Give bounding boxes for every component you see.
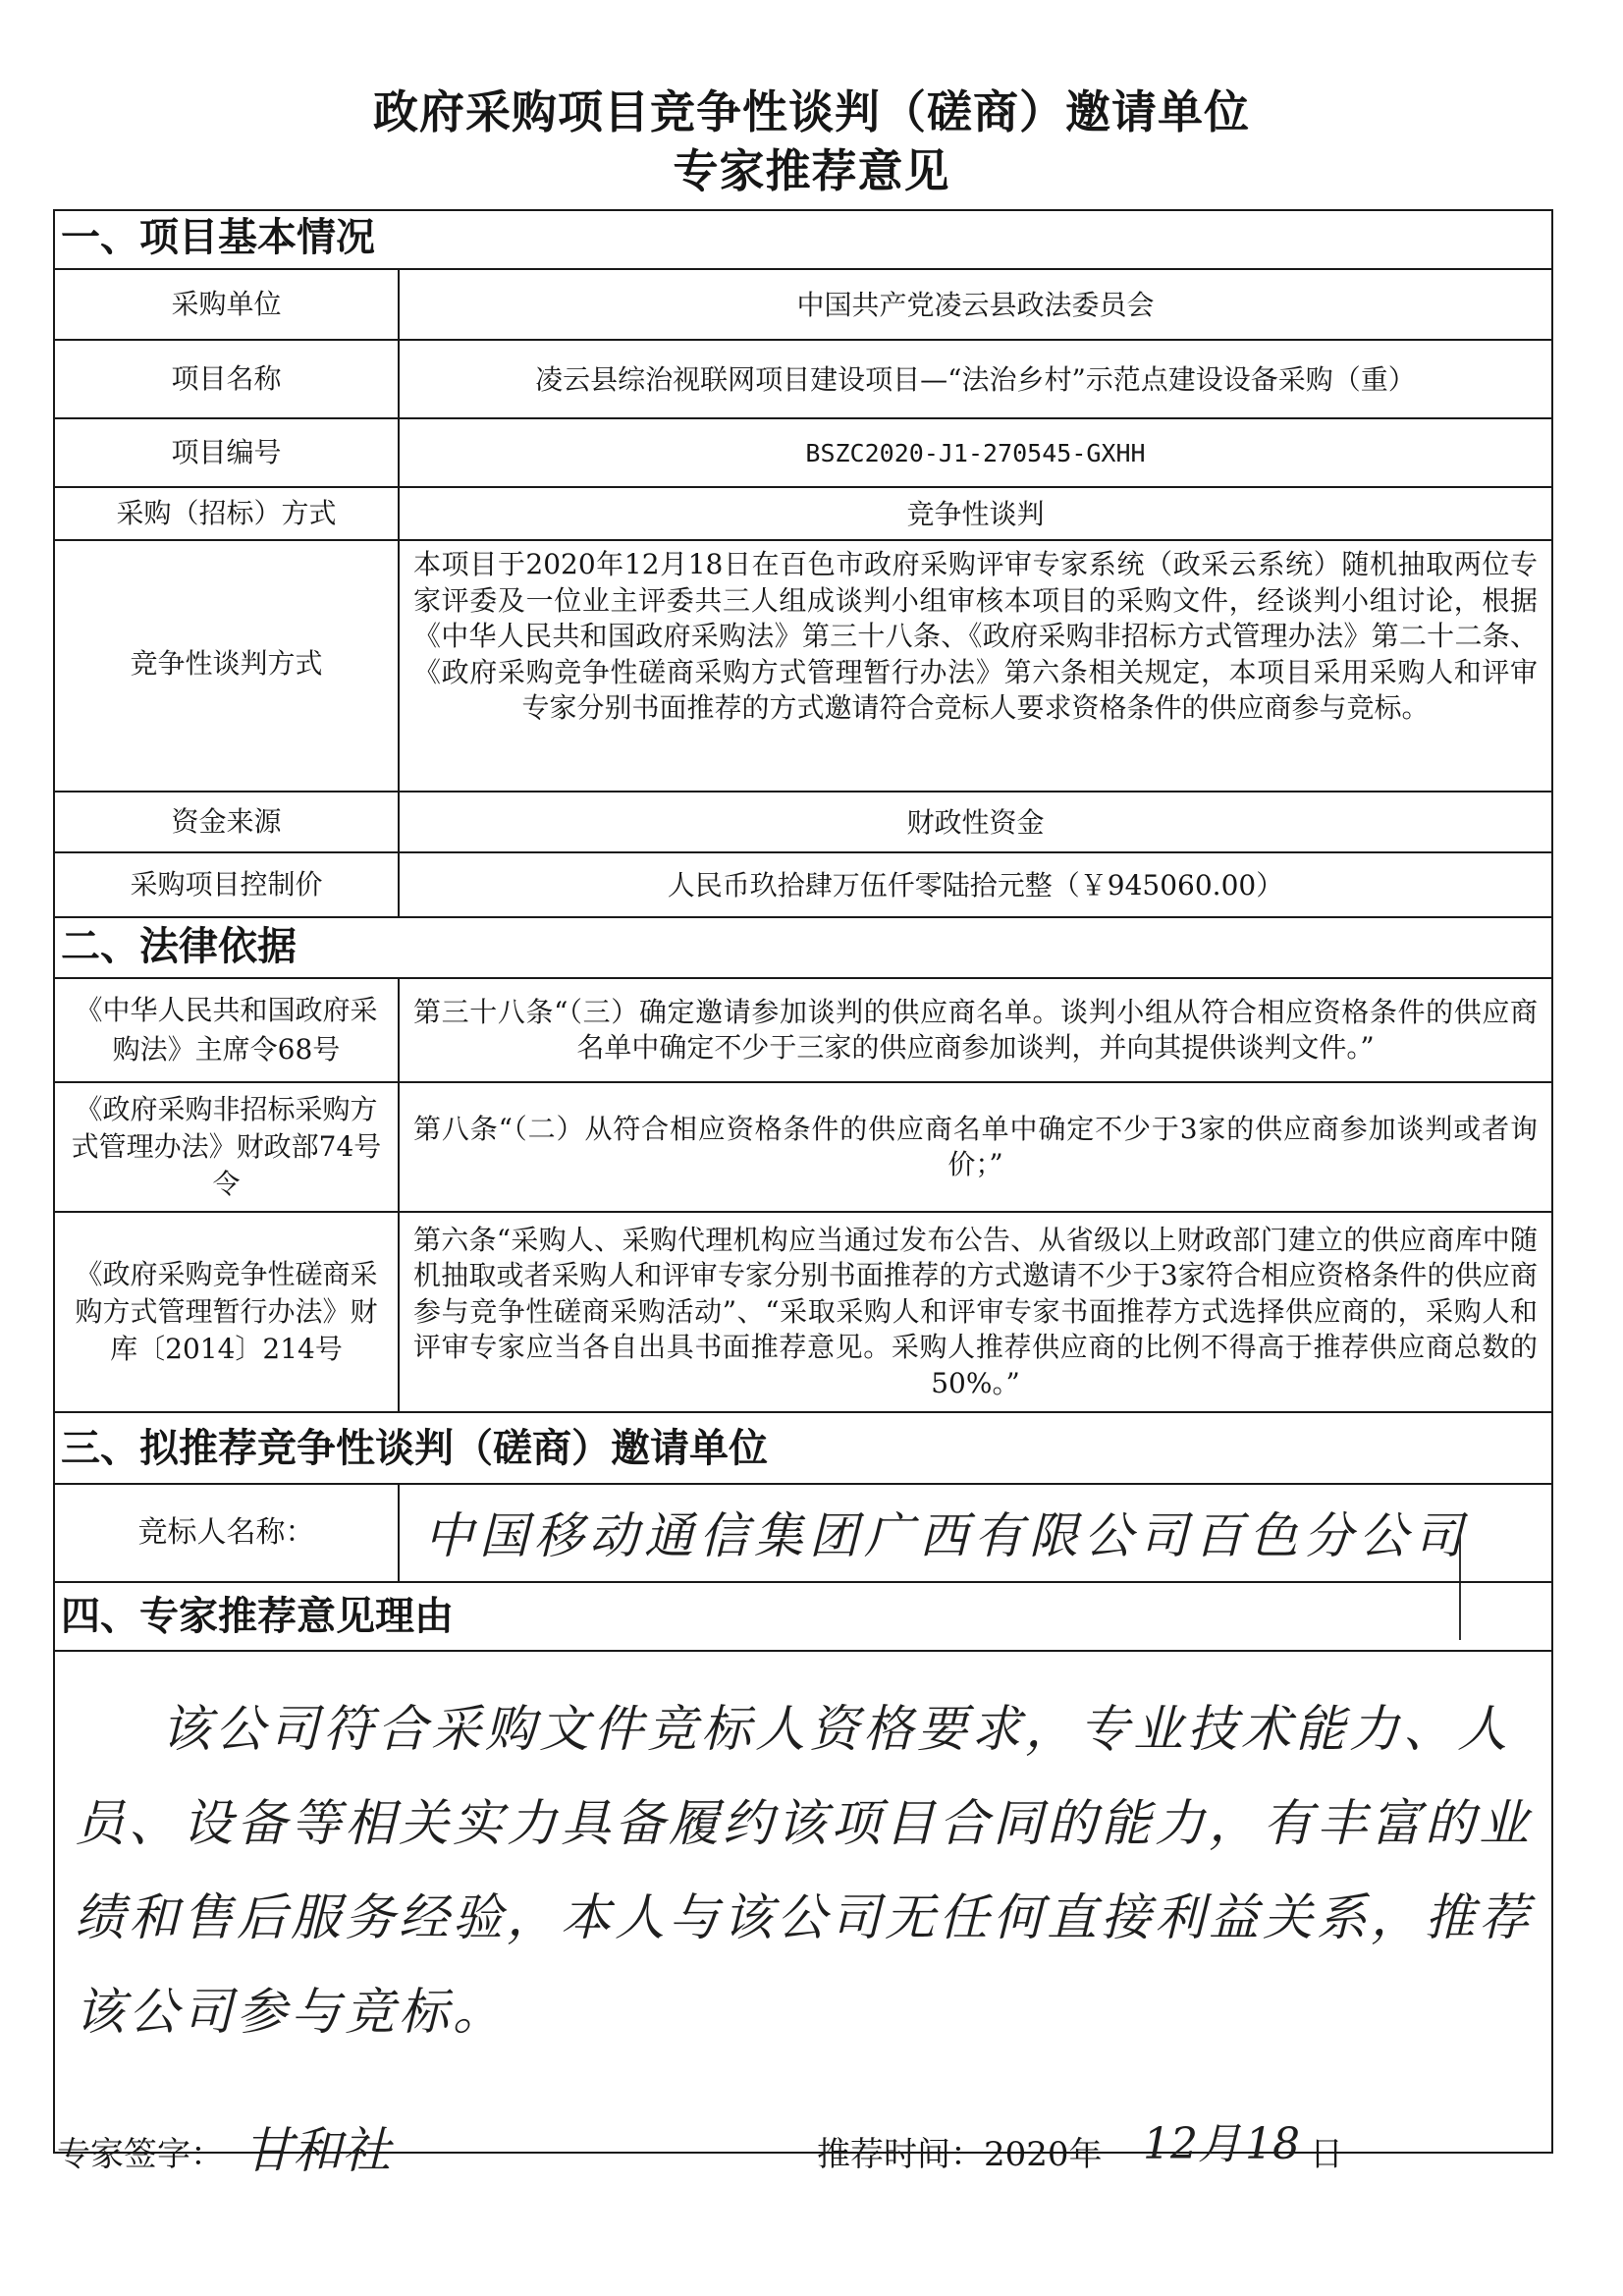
document-title: 政府采购项目竞争性谈判（磋商）邀请单位: [373, 85, 1250, 138]
divider: [53, 1650, 1553, 1652]
value-purchaser: 中国共产党凌云县政法委员会: [796, 288, 1155, 321]
value-control-price: 人民币玖拾肆万伍仟零陆拾元整（￥945060.00）: [667, 868, 1284, 902]
section-heading-recommended-unit: 三、拟推荐竞争性谈判（磋商）邀请单位: [53, 1411, 1553, 1483]
label-negotiation-method: 竞争性谈判方式: [130, 647, 323, 680]
label-project-number: 项目编号: [171, 436, 282, 468]
date-day-suffix: 日: [1310, 2135, 1343, 2174]
value-project-name: 凌云县综治视联网项目建设项目—“法治乡村”示范点建设设备采购（重）: [535, 362, 1416, 396]
label-project-name: 项目名称: [171, 362, 282, 395]
date-label: 推荐时间：: [817, 2135, 984, 2174]
label-law-consultation: 《政府采购竞争性磋商采购方式管理暂行办法》财库〔2014〕214号: [75, 1258, 378, 1365]
negotiation-method-text: 本项目于2020年12月18日在百色市政府采购评审专家系统（政采云系统）随机抽取两位专家评委及一位业主评委共三人组成谈判小组审核本项目的采购文件，经谈判小组讨论，根据《中华人民共和国政府采购法》第三十八条、《政府采购非招标方式管理办法》第二十二条、《政府采购竞争性磋商采购方式管理暂行办法》第六条相关规定，本项目采用采购人和评审专家分别书面推荐的方式邀请符合竞标人要求资格条件的供应商参与竞标。: [413, 548, 1538, 724]
section-heading-basic-info: 一、项目基本情况: [61, 215, 375, 260]
value-project-number: BSZC2020-J1-270545-GXHH: [805, 438, 1146, 467]
label-law-non-tender: 《政府采购非招标采购方式管理办法》财政部74号令: [71, 1093, 382, 1200]
value-fund-source: 财政性资金: [906, 805, 1045, 839]
law-non-tender-text: 第八条“（二）从符合相应资格条件的供应商名单中确定不少于3家的供应商参加谈判或者询价；”: [413, 1112, 1538, 1180]
value-law-consultation: [400, 1217, 1551, 1407]
label-purchaser: 采购单位: [171, 288, 282, 320]
expert-signature-handwritten: 甘和社: [243, 2122, 391, 2179]
value-law-procurement: [400, 983, 1551, 1077]
label-law-procurement: 《中华人民共和国政府采购法》主席令68号: [75, 994, 378, 1066]
signature-label: 专家签字：: [57, 2135, 224, 2174]
section-heading-reason: 四、专家推荐意见理由: [53, 1581, 1553, 1650]
reason-handwritten-text: 该公司符合采购文件竞标人资格要求，专业技术能力、人员、设备等相关实力具备履约该项目合同的能力，有丰富的业绩和售后服务经验，本人与该公司无任何直接利益关系，推荐该公司参与竞标。: [75, 1701, 1534, 2042]
date-day-handwritten: 18: [1245, 2119, 1300, 2169]
law-consultation-text: 第六条“采购人、采购代理机构应当通过发布公告、从省级以上财政部门建立的供应商库中随机抽取或者采购人和评审专家分别书面推荐的方式邀请不少于3家符合相应资格条件的供应商参与竞争性磋商采购活动”、“采取采购人和评审专家书面推荐方式选择供应商的，采购人和评审专家应当各自出具书面推荐意见。采购人推荐供应商的比例不得高于推荐供应商总数的50%。”: [413, 1223, 1538, 1399]
label-fund-source: 资金来源: [171, 805, 282, 838]
value-procurement-method: 竞争性谈判: [906, 497, 1045, 530]
section-heading-legal-basis: 二、法律依据: [53, 916, 1553, 977]
value-law-non-tender: [400, 1083, 1551, 1211]
date-month-handwritten: 12月: [1143, 2119, 1241, 2169]
value-negotiation-method: [400, 547, 1551, 783]
label-control-price: 采购项目控制价: [130, 868, 323, 901]
label-bidder-name: 竞标人名称：: [137, 1515, 315, 1550]
label-procurement-method: 采购（招标）方式: [116, 497, 337, 529]
document-subtitle: 专家推荐意见: [673, 144, 950, 197]
law-procurement-text: 第三十八条“（三）确定邀请参加谈判的供应商名单。谈判小组从符合相应资格条件的供应商名单中确定不少于三家的供应商参加谈判，并向其提供谈判文件。”: [413, 995, 1538, 1064]
date-year: 2020年: [984, 2135, 1103, 2174]
value-bidder-name-handwritten: 中国移动通信集团广西有限公司百色分公司: [424, 1507, 1469, 1564]
